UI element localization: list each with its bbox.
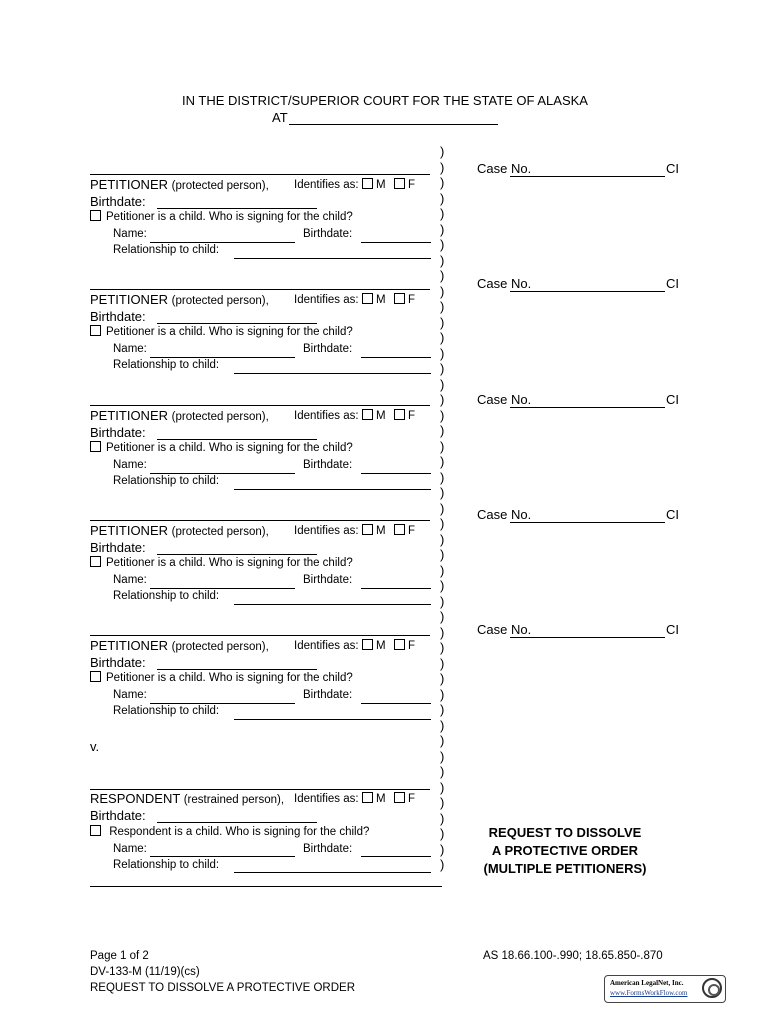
signer-name-label: Name: [113,459,147,471]
petitioner-birthdate-label: Birthdate: [90,425,146,440]
relationship-field[interactable] [234,489,431,490]
respondent-signer-birthdate-label: Birthdate: [303,843,353,855]
petitioner-m-checkbox[interactable] [362,409,373,420]
petitioner-birthdate-field[interactable] [157,208,317,209]
petitioner-birthdate-field[interactable] [157,554,317,555]
case-number-label: Case No. [477,507,532,522]
versus-label: v. [90,739,100,754]
caption-bottom-rule [90,886,442,887]
petitioner-name-field[interactable] [90,174,430,175]
signer-birthdate-label: Birthdate: [303,574,353,586]
respondent-signer-name-field[interactable] [150,856,295,857]
m-label: M [375,179,386,191]
statutes: AS 18.66.100-.990; 18.65.850-.870 [483,950,663,962]
petitioner-birthdate-label: Birthdate: [90,194,146,209]
case-suffix: CI [666,276,679,291]
petitioner-m-checkbox[interactable] [362,293,373,304]
signer-birthdate-field[interactable] [361,703,431,704]
petitioner-child-row [90,325,353,338]
petitioner-label [90,523,269,538]
petitioner-role: PETITIONER [90,523,169,538]
identifies-label: Identifies as: [294,179,359,191]
petitioner-f-checkbox[interactable] [394,639,405,650]
signer-name-label: Name: [113,689,147,701]
case-suffix: CI [666,161,679,176]
relationship-label: Relationship to child: [113,475,220,487]
petitioner-child-checkbox[interactable] [90,325,101,336]
relationship-label: Relationship to child: [113,590,220,602]
petitioner-f-checkbox[interactable] [394,293,405,304]
petitioner-child-row [90,210,353,223]
at-label: AT [272,110,288,125]
petitioner-birthdate-field[interactable] [157,323,317,324]
petitioner-role-desc: (protected person), [171,180,269,192]
petitioner-identifies [294,409,415,422]
m-label: M [375,525,386,537]
signer-birthdate-label: Birthdate: [303,228,353,240]
relationship-field[interactable] [234,258,431,259]
petitioner-child-row [90,441,353,454]
m-label: M [375,640,386,652]
identifies-label: Identifies as: [294,294,359,306]
f-label: F [407,640,416,652]
signer-name-label: Name: [113,343,147,355]
petitioner-label [90,177,269,192]
relationship-label: Relationship to child: [113,359,220,371]
petitioner-child-text: Petitioner is a child. Who is signing for the child? [106,672,353,684]
petitioner-birthdate-label: Birthdate: [90,309,146,324]
title-line-1: REQUEST TO DISSOLVE [488,825,642,840]
petitioner-f-checkbox[interactable] [394,409,405,420]
petitioner-child-text: Petitioner is a child. Who is signing for the child? [106,211,353,223]
petitioner-name-field[interactable] [90,520,430,521]
petitioner-role: PETITIONER [90,292,169,307]
f-label: F [407,410,416,422]
page-number: Page 1 of 2 [90,950,149,962]
at-location-field[interactable] [289,124,498,125]
f-label: F [407,294,416,306]
respondent-signer-birthdate-field[interactable] [361,856,431,857]
caption-parens: ) ) ) ) ) ) ) ) ) ) ) ) ) ) ) ) ) ) ) ) ) ) ) ) ) ) ) ) ) ) ) ) ) ) ) ) ) ) ) ) ) ) ) ) ) ) ) [440,144,445,872]
signer-name-field[interactable] [150,242,295,243]
petitioner-f-checkbox[interactable] [394,524,405,535]
respondent-birthdate-label: Birthdate: [90,808,146,823]
signer-birthdate-field[interactable] [361,242,431,243]
logo-url: www.FormsWorkFlow.com [610,989,688,997]
petitioner-identifies [294,178,415,191]
petitioner-child-checkbox[interactable] [90,441,101,452]
case-suffix: CI [666,507,679,522]
petitioner-birthdate-label: Birthdate: [90,655,146,670]
petitioner-role: PETITIONER [90,408,169,423]
case-number-field[interactable] [510,637,665,638]
m-label: M [375,793,386,805]
identifies-label: Identifies as: [294,640,359,652]
relationship-label: Relationship to child: [113,244,220,256]
petitioner-name-field[interactable] [90,635,430,636]
f-label: F [407,793,416,805]
petitioner-child-text: Petitioner is a child. Who is signing for the child? [106,326,353,338]
petitioner-f-checkbox[interactable] [394,178,405,189]
identifies-label: Identifies as: [294,410,359,422]
title-line-2: A PROTECTIVE ORDER [491,843,639,858]
relationship-field[interactable] [234,373,431,374]
petitioner-identifies [294,524,415,537]
petitioner-child-row [90,671,353,684]
case-number-label: Case No. [477,392,532,407]
petitioner-identifies [294,293,415,306]
respondent-name-field[interactable] [90,789,430,790]
petitioner-role-desc: (protected person), [171,295,269,307]
signer-birthdate-field[interactable] [361,357,431,358]
petitioner-role-desc: (protected person), [171,411,269,423]
signer-name-label: Name: [113,574,147,586]
form-name: REQUEST TO DISSOLVE A PROTECTIVE ORDER [90,982,355,994]
publisher-logo [604,975,726,1003]
petitioner-role: PETITIONER [90,177,169,192]
signer-name-field[interactable] [150,473,295,474]
signer-birthdate-field[interactable] [361,588,431,589]
respondent-signer-name-label: Name: [113,843,147,855]
case-number-label: Case No. [477,276,532,291]
respondent-relationship-field[interactable] [234,872,431,873]
case-suffix: CI [666,622,679,637]
relationship-label: Relationship to child: [113,705,220,717]
petitioner-child-checkbox[interactable] [90,556,101,567]
signer-name-field[interactable] [150,588,295,589]
petitioner-birthdate-field[interactable] [157,669,317,670]
petitioner-child-text: Petitioner is a child. Who is signing for the child? [106,557,353,569]
respondent-child-row [90,825,369,838]
respondent-child-text: Respondent is a child. Who is signing for the child? [109,826,370,838]
respondent-relationship-label: Relationship to child: [113,859,220,871]
petitioner-role-desc: (protected person), [171,526,269,538]
respondent-role-desc: (restrained person), [183,794,285,806]
case-number-label: Case No. [477,161,532,176]
identifies-label: Identifies as: [294,793,359,805]
case-number-field[interactable] [510,176,665,177]
signer-birthdate-field[interactable] [361,473,431,474]
case-suffix: CI [666,392,679,407]
document-title [470,824,660,878]
petitioner-m-checkbox[interactable] [362,178,373,189]
petitioner-label [90,292,269,307]
identifies-label: Identifies as: [294,525,359,537]
m-label: M [375,294,386,306]
court-title: IN THE DISTRICT/SUPERIOR COURT FOR THE STATE OF ALASKA [182,93,588,108]
respondent-birthdate-field[interactable] [157,822,317,823]
petitioner-identifies [294,639,415,652]
petitioner-label [90,408,269,423]
petitioner-m-checkbox[interactable] [362,524,373,535]
logo-company: American LegalNet, Inc. [610,979,684,987]
signer-name-field[interactable] [150,357,295,358]
respondent-f-checkbox[interactable] [394,792,405,803]
petitioner-child-checkbox[interactable] [90,210,101,221]
case-number-field[interactable] [510,522,665,523]
petitioner-role: PETITIONER [90,638,169,653]
respondent-label [90,791,284,806]
relationship-field[interactable] [234,604,431,605]
m-label: M [375,410,386,422]
signer-birthdate-label: Birthdate: [303,689,353,701]
relationship-field[interactable] [234,719,431,720]
respondent-identifies [294,792,415,805]
signer-name-field[interactable] [150,703,295,704]
petitioner-role-desc: (protected person), [171,641,269,653]
petitioner-name-field[interactable] [90,405,430,406]
signer-birthdate-label: Birthdate: [303,459,353,471]
petitioner-child-checkbox[interactable] [90,671,101,682]
form-id: DV-133-M (11/19)(cs) [90,966,200,978]
logo-seal-icon [702,978,722,998]
respondent-m-checkbox[interactable] [362,792,373,803]
respondent-role: RESPONDENT [90,791,181,806]
case-number-label: Case No. [477,622,532,637]
f-label: F [407,525,416,537]
petitioner-child-row [90,556,353,569]
case-number-field[interactable] [510,291,665,292]
respondent-child-checkbox[interactable] [90,825,101,836]
petitioner-child-text: Petitioner is a child. Who is signing for the child? [106,442,353,454]
petitioner-m-checkbox[interactable] [362,639,373,650]
case-number-field[interactable] [510,407,665,408]
signer-birthdate-label: Birthdate: [303,343,353,355]
petitioner-label [90,638,269,653]
signer-name-label: Name: [113,228,147,240]
petitioner-birthdate-label: Birthdate: [90,540,146,555]
petitioner-birthdate-field[interactable] [157,439,317,440]
petitioner-name-field[interactable] [90,289,430,290]
f-label: F [407,179,416,191]
title-line-3: (MULTIPLE PETITIONERS) [483,861,647,876]
